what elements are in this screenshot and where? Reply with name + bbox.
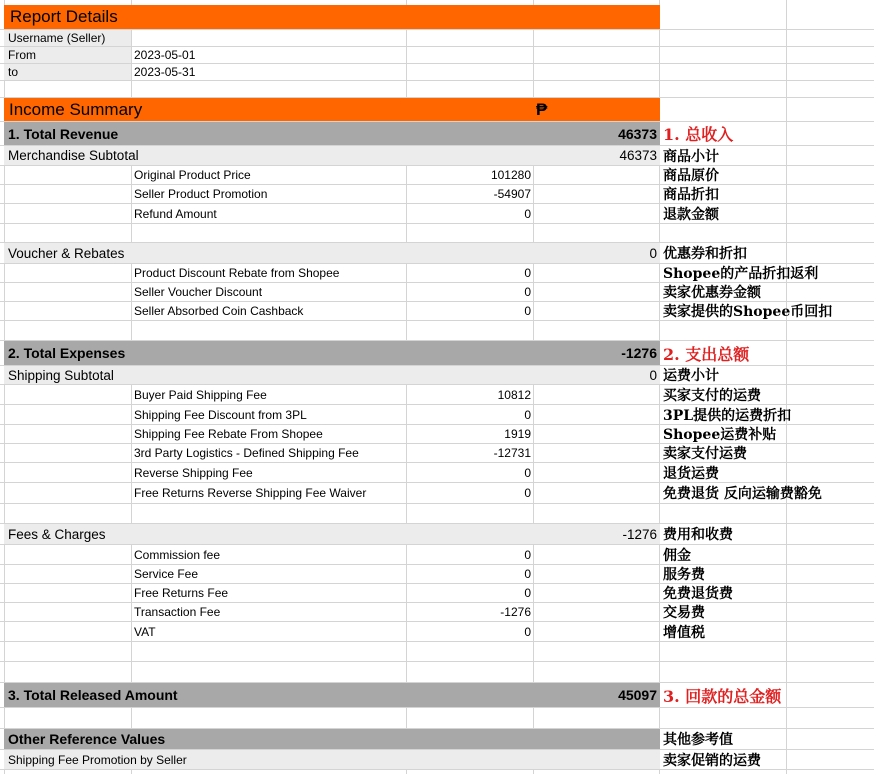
item-value: 0 — [524, 586, 531, 600]
item-label: Product Discount Rebate from Shopee — [134, 266, 340, 280]
shipping-promotion-zh: 卖家促销的运费 — [663, 752, 761, 769]
item-zh: 佣金 — [663, 547, 691, 564]
empty-row — [0, 81, 874, 98]
merchandise-subtotal-row[interactable] — [0, 146, 874, 166]
total-revenue-zh: 1. 总收入 — [663, 125, 734, 144]
shipping-subtotal-label: Shipping Subtotal — [4, 366, 660, 384]
item-value: 10812 — [497, 387, 531, 402]
total-revenue-row[interactable] — [0, 122, 874, 146]
from-row[interactable] — [0, 47, 874, 64]
voucher-rebates-value: 0 — [649, 245, 657, 261]
empty-row — [0, 642, 874, 662]
item-zh: 增值税 — [663, 624, 705, 641]
empty-row — [0, 504, 874, 524]
empty-row — [0, 224, 874, 243]
total-released-zh: 3. 回款的总金额 — [663, 686, 782, 706]
table-row[interactable] — [0, 444, 874, 463]
report-details-title: Report Details — [4, 5, 660, 29]
item-label: Free Returns Reverse Shipping Fee Waiver — [134, 486, 367, 500]
item-label: Original Product Price — [134, 168, 251, 182]
table-row[interactable] — [0, 385, 874, 405]
total-expenses-label: 2. Total Expenses — [4, 341, 660, 365]
merchandise-subtotal-label: Merchandise Subtotal — [4, 146, 660, 165]
shipping-subtotal-value: 0 — [649, 367, 657, 383]
table-row[interactable] — [0, 204, 874, 224]
voucher-rebates-row[interactable] — [0, 243, 874, 264]
item-label: Commission fee — [134, 547, 221, 562]
merchandise-subtotal-value: 46373 — [619, 148, 657, 163]
merchandise-subtotal-zh: 商品小计 — [663, 148, 719, 165]
table-row[interactable] — [0, 584, 874, 603]
table-row[interactable] — [0, 166, 874, 185]
item-label: Service Fee — [134, 567, 199, 581]
other-reference-row[interactable] — [0, 729, 874, 750]
shipping-promotion-row[interactable] — [0, 750, 874, 770]
item-label: Seller Voucher Discount — [134, 285, 263, 299]
shipping-subtotal-row[interactable] — [0, 366, 874, 385]
item-zh: 卖家优惠券金额 — [663, 285, 761, 301]
item-zh: 交易费 — [663, 605, 705, 621]
fees-charges-value: -1276 — [622, 526, 657, 542]
username-row[interactable] — [0, 30, 874, 47]
fees-charges-zh: 费用和收费 — [663, 527, 733, 543]
username-label: Username (Seller) — [4, 30, 131, 46]
total-revenue-label: 1. Total Revenue — [4, 122, 660, 145]
voucher-rebates-label: Voucher & Rebates — [4, 243, 660, 263]
fees-charges-row[interactable] — [0, 524, 874, 545]
to-label: to — [4, 64, 131, 80]
item-value: 0 — [524, 486, 531, 500]
table-row[interactable] — [0, 405, 874, 425]
table-row[interactable] — [0, 185, 874, 204]
table-row[interactable] — [0, 603, 874, 622]
shipping-subtotal-zh: 运费小计 — [663, 368, 719, 384]
item-label: Refund Amount — [134, 206, 217, 221]
item-zh: 退货运费 — [663, 465, 719, 482]
table-row[interactable] — [0, 425, 874, 444]
item-label: Buyer Paid Shipping Fee — [134, 387, 267, 402]
item-label: Shipping Fee Rebate From Shopee — [134, 427, 323, 441]
item-zh: 买家支付的运费 — [663, 387, 761, 404]
total-expenses-row[interactable] — [0, 341, 874, 366]
item-value: 0 — [524, 206, 531, 221]
item-label: VAT — [134, 624, 156, 639]
empty-row — [0, 662, 874, 683]
item-label: Seller Absorbed Coin Cashback — [134, 304, 304, 318]
total-released-row[interactable] — [0, 683, 874, 708]
item-zh: 服务费 — [663, 567, 705, 583]
item-value: 0 — [524, 407, 531, 422]
total-revenue-value: 46373 — [618, 125, 657, 142]
item-zh: 3PL提供的运费折扣 — [663, 407, 792, 424]
table-row[interactable] — [0, 622, 874, 642]
item-zh: 退款金额 — [663, 206, 719, 223]
item-label: Transaction Fee — [134, 605, 221, 619]
item-zh: 免费退货 反向运输费豁免 — [663, 486, 822, 502]
empty-row — [0, 708, 874, 729]
table-row[interactable] — [0, 302, 874, 321]
total-expenses-zh: 2. 支出总额 — [663, 344, 750, 364]
item-zh: 卖家支付运费 — [663, 446, 747, 462]
item-value: -54907 — [493, 187, 531, 201]
table-row[interactable] — [0, 463, 874, 483]
from-value: 2023-05-01 — [134, 48, 196, 62]
item-label: Seller Product Promotion — [134, 187, 268, 201]
total-expenses-value: -1276 — [621, 345, 657, 361]
item-zh: 卖家提供的Shopee币回扣 — [663, 304, 833, 320]
item-value: 0 — [524, 304, 531, 318]
item-zh: Shopee运费补贴 — [663, 427, 777, 443]
item-value: 0 — [524, 285, 531, 299]
shipping-promotion-label: Shipping Fee Promotion by Seller — [4, 750, 660, 769]
voucher-rebates-zh: 优惠券和折扣 — [663, 246, 747, 262]
item-value: 0 — [524, 567, 531, 581]
currency-symbol: ₱ — [536, 99, 548, 119]
item-zh: 免费退货费 — [663, 586, 733, 602]
item-label: Shipping Fee Discount from 3PL — [134, 407, 307, 422]
item-value: 0 — [524, 465, 531, 480]
item-label: 3rd Party Logistics - Defined Shipping Fee — [134, 446, 359, 460]
item-label: Free Returns Fee — [134, 586, 229, 600]
income-summary-title: Income Summary — [4, 98, 660, 121]
income-summary-row[interactable] — [0, 98, 874, 122]
item-value: 0 — [524, 624, 531, 639]
item-value: 0 — [524, 266, 531, 280]
total-released-value: 45097 — [618, 687, 657, 703]
table-row[interactable] — [0, 565, 874, 584]
item-zh: 商品折扣 — [663, 187, 719, 203]
item-value: -1276 — [500, 605, 531, 619]
to-row[interactable] — [0, 64, 874, 81]
from-label: From — [4, 47, 131, 63]
table-row[interactable] — [0, 483, 874, 504]
empty-row — [0, 321, 874, 341]
item-value: 1919 — [504, 427, 531, 441]
other-reference-zh: 其他参考值 — [663, 732, 733, 748]
table-row[interactable] — [0, 264, 874, 283]
item-value: 0 — [524, 547, 531, 562]
item-zh: Shopee的产品折扣返利 — [663, 266, 819, 282]
fees-charges-label: Fees & Charges — [4, 524, 660, 544]
other-reference-label: Other Reference Values — [4, 729, 660, 749]
table-row[interactable] — [0, 283, 874, 302]
table-row[interactable] — [0, 545, 874, 565]
total-released-label: 3. Total Released Amount — [4, 683, 660, 707]
item-zh: 商品原价 — [663, 168, 719, 184]
report-details-row[interactable] — [0, 5, 874, 30]
item-label: Reverse Shipping Fee — [134, 465, 253, 480]
item-value: -12731 — [493, 446, 531, 460]
item-value: 101280 — [490, 168, 531, 182]
to-value: 2023-05-31 — [134, 65, 196, 79]
